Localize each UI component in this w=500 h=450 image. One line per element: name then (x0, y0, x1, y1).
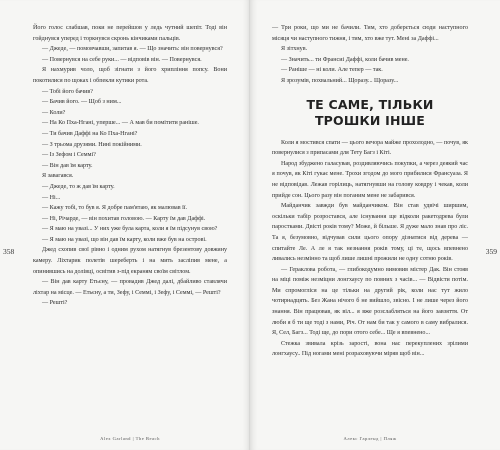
paragraph: Стежка звивала крізь зарості, вона нас перекуплених зрілими лонгхаусу.. Під ногами мені розраховуючи міряв щоб він... (272, 340, 468, 358)
paragraph: — Я маю на увазі... У них уже була карта, коли я їм підсунув свою? (42, 226, 218, 233)
paragraph: — Тобі його бачив? (42, 88, 93, 95)
paragraph: Коли я мостився спати — цього вечора майже прохолодно, — почув, як повернулися з припасами для Тету Багз і Кіті. (272, 139, 468, 157)
paragraph: — Коли? (42, 109, 66, 116)
paragraph: — Джеде, то ж дав їм карту. (42, 183, 115, 190)
left-page-text (33, 23, 227, 309)
paragraph: Майданчик завжди був майданчиком. Він став удвічі ширшим, оскільки табір розростався, але існування ще відколи ракетодрева були паростками. Двісті років тому? Може, й більше. Я дуже мало знав про ліс. Та я, безумовно, відчував сили цього опору дізнатися від дерева — спитайте Ле. А ле я так незнання років тому, ці те, щось впевнено ливались незмінно та щоб лише лишні прожили не одну сотню років. (272, 203, 468, 263)
paragraph: Я зрозумів, похвальний... Щоразу... Щоразу... (281, 77, 399, 84)
running-footer-right: Алекс Гарленд | Пляж (343, 436, 397, 441)
paragraph: — Джеде, — помовчавши, запитав я. — Що значить: він повернувся? (42, 46, 223, 53)
paragraph: Я завагався. (42, 173, 74, 180)
chapter-heading: ТЕ САМЕ, ТІЛЬКИ ТРОШКИ ІНШЕ (306, 96, 434, 128)
running-footer-left: Alex Garland | The Beach (100, 436, 160, 441)
right-page (250, 0, 500, 450)
paragraph: — На Ко Пха-Нгані, уперше... — А мав би помітити раніше. (42, 120, 199, 127)
paragraph: — Він дав карту Етьєну, — провадив Джед далі, дбайливо ставлячи ліхтар на місце. — Етьєну, а ти, Зефу, і Семмі, і Зефу, і Семмі, — Решті? (33, 279, 227, 296)
paragraph: — Решті? (42, 300, 68, 307)
paragraph: Народ збуджено галасував, роздивляючись покупки, а через деякий час я почув, як Кіті гукає мене. Трохи згодом до мого прибилися Франсуаза. Я не відповідав. Лежав горілиць, натягнувши на голову ковдру і чекав, коли прийде сон. Цього разу він поганим мене не забарився. (272, 160, 468, 199)
paragraph: — Бачив його. — Щоб з ним... (42, 99, 122, 106)
paragraph: Я нахмурив чоло, щоб зігнати з його хрипління попсу. Вони покотилися по щоках і обпекли кутики рота. (33, 67, 227, 84)
paragraph: — Він дав їм карту. (42, 162, 93, 169)
paragraph: — Раніше — ні коли. Але тепер — так. (281, 67, 383, 74)
paragraph: Я зітхнув. (281, 46, 308, 53)
paragraph: — Кажу тобі, то був я. Я добре пам'ятаю, як малював її. (42, 205, 188, 212)
paragraph: — Ні... (42, 194, 61, 201)
paragraph: — Гераклова робота, — глибокодумно вимовив містер Дак. Він стояв на міці поміж незміцни лонгхаусу по повних з часів... — Відвісти потім. Ми спромогліся на це тільки на другий рік, коли нас тут жило чотирнадцять. Без Жана нічого б не вийшло, звісно. І не лише через його знання. Він працював, як віл... я вже розслабляться на його завзяття. От люби я б ти ще тоді з нами, Річ. От нам би так у самого в саму вибралися. Я, Сел, Багз... Тоді ще, до пори отого себе... Ще я впевнено... (272, 266, 468, 337)
page-number-left: 358 (3, 247, 15, 256)
paragraph: — Ні, Річарде, — він похитав головою. — Карту їм дав Даффі. (42, 215, 206, 222)
paragraph: — Із Зефом і Семмі? (42, 152, 96, 159)
paragraph: — Значить... ти Франсиі Даффі, коли бачив мене. (281, 56, 409, 63)
paragraph: — Три роки, що ми не бачили. Тим, хто доберється сюди наступного місяця чи наступного тижня, і тим, хто вже тут. Мені за Даффі... (272, 25, 468, 42)
paragraph: — Я маю на увазі, що він дав їм карту, коли вже був на острові. (42, 236, 207, 243)
paragraph: — Повернувся на себе руки... — відповів він. — Повернувся. (42, 56, 202, 63)
right-page-text (272, 23, 468, 360)
paragraph: — З трьома друзями. Нині покійними. (42, 141, 142, 148)
paragraph: Його голос слабшав, поки не перейшов у ледь чутний шепіт. Тоді він гойднувся уперед і торкнувся скронь кінчиками пальців. (33, 25, 227, 42)
paragraph: Джед схопив свої рівно і одним рухом натягнув брезентову довжину камеру. Ліхтарик полетів шереберть і на мить засліпив мене, а опинившись на долівці, освітив з-під екраням своїм світлом. (33, 247, 227, 275)
page-number-right: 359 (485, 247, 497, 256)
paragraph: — Ти бачив Даффі на Ко Пха-Нгані? (42, 130, 138, 137)
